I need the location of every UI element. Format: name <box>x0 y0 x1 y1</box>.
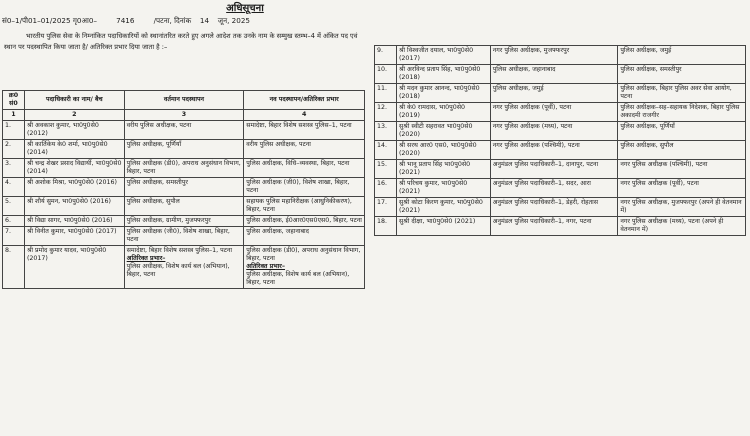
row-new-posting: नगर पुलिस अधीक्षक, मुजफ्फरपुर (अपने ही वेतनमान में) <box>618 198 746 217</box>
row-serial: 14. <box>375 141 397 160</box>
letter-number: 7416 <box>116 16 135 25</box>
row-current-posting: नगर पुलिस अधीक्षक, मुजफ्फरपुर <box>490 46 618 65</box>
row-new-posting: पुलिस अधीक्षक, ई0आर0एस0एस0, बिहार, पटना <box>244 216 365 227</box>
row-serial: 1. <box>3 121 25 140</box>
intro-paragraph: भारतीय पुलिस सेवा के निम्नांकित पदाधिकारियों को स्थानांतरित करते हुए अगले आदेश तक उनके नाम के सम्मुख स्तम्भ–4 में अंकित पद एवं स्थान पर पदस्थापित किया जाता है/ अतिरिक्त प्रभार दिया जाता है :– <box>4 32 358 51</box>
additional-charge-label: अतिरिक्त प्रभार– <box>126 255 166 262</box>
col-num: 3 <box>124 110 244 121</box>
row-current-posting: नगर पुलिस अधीक्षक (पूर्वी), पटना <box>490 103 618 122</box>
row-new-posting: नगर पुलिस अधीक्षक (पश्चिमी), पटना <box>618 160 746 179</box>
header-current-posting: वर्तमान पदस्थापन <box>124 91 244 110</box>
row-new-posting: समादेष्टा, बिहार विशेष सशस्त्र पुलिस–1, पटना <box>244 121 365 140</box>
row-current-posting: वरीय पुलिस अधीक्षक, पटना <box>124 121 244 140</box>
row-officer-name: श्री शौर्य सुमन, भा0पु0से0 (2016) <box>24 197 124 216</box>
row-serial: 4. <box>3 178 25 197</box>
table-row <box>3 121 365 140</box>
row-new-posting: नगर पुलिस अधीक्षक (मध्य), पटना (अपने ही वेतनमान में) <box>618 217 746 236</box>
header-officer-name: पदाधिकारी का नाम/ बैच <box>24 91 124 110</box>
table-row <box>375 217 746 236</box>
header-new-posting: नव पदस्थापन/अतिरिक्त प्रभार <box>244 91 365 110</box>
table-row <box>3 140 365 159</box>
row-officer-name: श्री अशोक मिश्रा, भा0पु0से0 (2016) <box>24 178 124 197</box>
reference-number: सं0–1/पी01–01/2025 गृ0आ0– <box>2 16 97 25</box>
row-new-posting: वरीय पुलिस अधीक्षक, पटना <box>244 140 365 159</box>
row-officer-name: श्री विनीत कुमार, भा0पु0से0 (2017) <box>24 227 124 246</box>
additional-charge-text: पुलिस अधीक्षक, विशेष कार्य बल (अभियान), बिहार, पटना <box>126 263 230 278</box>
row-new-posting: पुलिस अधीक्षक, सुपौल <box>618 141 746 160</box>
row-new-posting: पुलिस अधीक्षक, बिहार पुलिस अवर सेवा आयोग, पटना <box>618 84 746 103</box>
right-table-body <box>375 46 746 236</box>
row-officer-name: श्री सरथ आर0 एस0, भा0पु0से0 (2020) <box>396 141 490 160</box>
row-current-posting: पुलिस अधीक्षक (जी0), विशेष शाखा, बिहार, पटना <box>124 227 244 246</box>
row-officer-name: सुश्री दीक्षा, भा0पु0से0 (2021) <box>396 217 490 236</box>
row-new-posting: पुलिस अधीक्षक, पूर्णियाँ <box>618 122 746 141</box>
row-new-posting: पुलिस अधीक्षक, जहानाबाद <box>244 227 365 246</box>
row-new-posting: पुलिस अधीक्षक, विधि–व्यवस्था, बिहार, पटना <box>244 159 365 178</box>
row-current-posting: अनुमंडल पुलिस पदाधिकारी–1, दानापुर, पटना <box>490 160 618 179</box>
left-table-row8 <box>3 246 365 289</box>
col-num: 4 <box>244 110 365 121</box>
row-current-posting: नगर पुलिस अधीक्षक (मध्य), पटना <box>490 122 618 141</box>
notification-title: अधिसूचना <box>226 3 264 14</box>
table-row <box>3 178 365 197</box>
row-officer-name: श्री अरविन्द प्रताप सिंह, भा0पु0से0 (2018) <box>396 65 490 84</box>
column-number-row <box>3 110 365 121</box>
row-serial: 2. <box>3 140 25 159</box>
row-officer-name: श्री विश्वजीत दयाल, भा0पु0से0 (2017) <box>396 46 490 65</box>
row-new-posting: पुलिस अधीक्षक–सह–सहायक निदेशक, बिहार पुलिस अकादमी राजगीर <box>618 103 746 122</box>
row-serial: 7. <box>3 227 25 246</box>
additional-charge-label: अतिरिक्त प्रभार– <box>246 263 286 270</box>
row-officer-name: श्री मदन कुमार आनन्द, भा0पु0से0 (2018) <box>396 84 490 103</box>
table-row <box>375 122 746 141</box>
row-officer-name: श्री विद्या सागर, भा0पु0से0 (2016) <box>24 216 124 227</box>
row-new-posting: नगर पुलिस अधीक्षक (पूर्वी), पटना <box>618 179 746 198</box>
left-table-body <box>3 121 365 246</box>
row-current-posting: नगर पुलिस अधीक्षक (पश्चिमी), पटना <box>490 141 618 160</box>
row-serial: 17. <box>375 198 397 217</box>
table-row <box>375 65 746 84</box>
table-row <box>3 227 365 246</box>
row-current-posting: पुलिस अधीक्षक, जहानाबाद <box>490 65 618 84</box>
row-new-posting <box>244 246 365 289</box>
row-current-posting: अनुमंडल पुलिस पदाधिकारी–1, सदर, आरा <box>490 179 618 198</box>
row-serial: 9. <box>375 46 397 65</box>
table-row <box>375 179 746 198</box>
current-posting-text: समादेष्टा, बिहार विशेष सशस्त्र पुलिस–1, पटना <box>126 247 233 254</box>
col-num: 1 <box>3 110 25 121</box>
table-header-row <box>3 91 365 110</box>
table-row <box>3 246 365 289</box>
row-current-posting: अनुमंडल पुलिस पदाधिकारी–1, डेहरी, रोहतास <box>490 198 618 217</box>
row-serial: 13. <box>375 122 397 141</box>
reference-line <box>2 16 367 26</box>
date-day: 14 <box>199 16 210 25</box>
table-row <box>375 141 746 160</box>
date-month-year: जून, 2025 <box>217 16 250 25</box>
table-row <box>3 197 365 216</box>
table-row <box>375 198 746 217</box>
row-new-posting: सहायक पुलिस महानिरीक्षक (आधुनिकीकरण), बिहार, पटना <box>244 197 365 216</box>
row-serial: 15. <box>375 160 397 179</box>
row-officer-name: सुश्री स्वीटी सहरावत भा0पु0से0 (2020) <box>396 122 490 141</box>
row-serial: 8. <box>3 246 25 289</box>
row-current-posting: पुलिस अधीक्षक, पूर्णियाँ <box>124 140 244 159</box>
row-current-posting <box>124 246 244 289</box>
row-officer-name: श्री परिचय कुमार, भा0पु0से0 (2021) <box>396 179 490 198</box>
row-current-posting: अनुमंडल पुलिस पदाधिकारी–1, नगर, पटना <box>490 217 618 236</box>
table-row <box>3 159 365 178</box>
row-officer-name: श्री चन्द्र शेखर प्रसाद विद्यार्थी, भा0पु0से0 (2014) <box>24 159 124 178</box>
row-current-posting: पुलिस अधीक्षक, जमुई <box>490 84 618 103</box>
row-officer-name: सुश्री कोटा किरण कुमार, भा0पु0से0 (2021) <box>396 198 490 217</box>
row-current-posting: पुलिस अधीक्षक (डी0), अपराध अनुसंधान विभाग, बिहार, पटना <box>124 159 244 178</box>
header-serial: क्र0 सं0 <box>3 91 25 110</box>
row-officer-name: श्री भानू प्रताप सिंह भा0पु0से0 (2021) <box>396 160 490 179</box>
table-row <box>375 84 746 103</box>
transfer-table-left <box>2 90 365 289</box>
table-row <box>3 216 365 227</box>
row-serial: 10. <box>375 65 397 84</box>
row-new-posting: पुलिस अधीक्षक, जमुई <box>618 46 746 65</box>
row-serial: 12. <box>375 103 397 122</box>
row-serial: 3. <box>3 159 25 178</box>
transfer-table-right <box>374 45 746 236</box>
row-current-posting: पुलिस अधीक्षक, ग्रामीण, मुजफ्फरपुर <box>124 216 244 227</box>
place-date-label: /पटना, दिनांक <box>153 16 192 25</box>
row-serial: 11. <box>375 84 397 103</box>
table-row <box>375 160 746 179</box>
row-officer-name: श्री कार्तिकेय के0 शर्मा, भा0पु0से0 (2014) <box>24 140 124 159</box>
table-row <box>375 46 746 65</box>
row-serial: 5. <box>3 197 25 216</box>
row-new-posting: पुलिस अधीक्षक (जी0), विशेष शाखा, बिहार, पटना <box>244 178 365 197</box>
row-serial: 18. <box>375 217 397 236</box>
row-serial: 6. <box>3 216 25 227</box>
row-officer-name: श्री प्रमोद कुमार यादव, भा0पु0से0 (2017) <box>24 246 124 289</box>
additional-charge-text: पुलिस अधीक्षक, विशेष कार्य बल (अभियान), बिहार, पटना <box>246 271 350 286</box>
row-current-posting: पुलिस अधीक्षक, सुपौल <box>124 197 244 216</box>
new-posting-text: पुलिस अधीक्षक (डी0), अपराध अनुसंधान विभाग, बिहार, पटना <box>246 247 361 262</box>
row-serial: 16. <box>375 179 397 198</box>
row-new-posting: पुलिस अधीक्षक, समस्तीपुर <box>618 65 746 84</box>
row-officer-name: श्री के0 रामदास, भा0पु0से0 (2019) <box>396 103 490 122</box>
table-row <box>375 103 746 122</box>
row-current-posting: पुलिस अधीक्षक, समस्तीपुर <box>124 178 244 197</box>
col-num: 2 <box>24 110 124 121</box>
row-officer-name: श्री अवकाश कुमार, भा0पु0से0 (2012) <box>24 121 124 140</box>
